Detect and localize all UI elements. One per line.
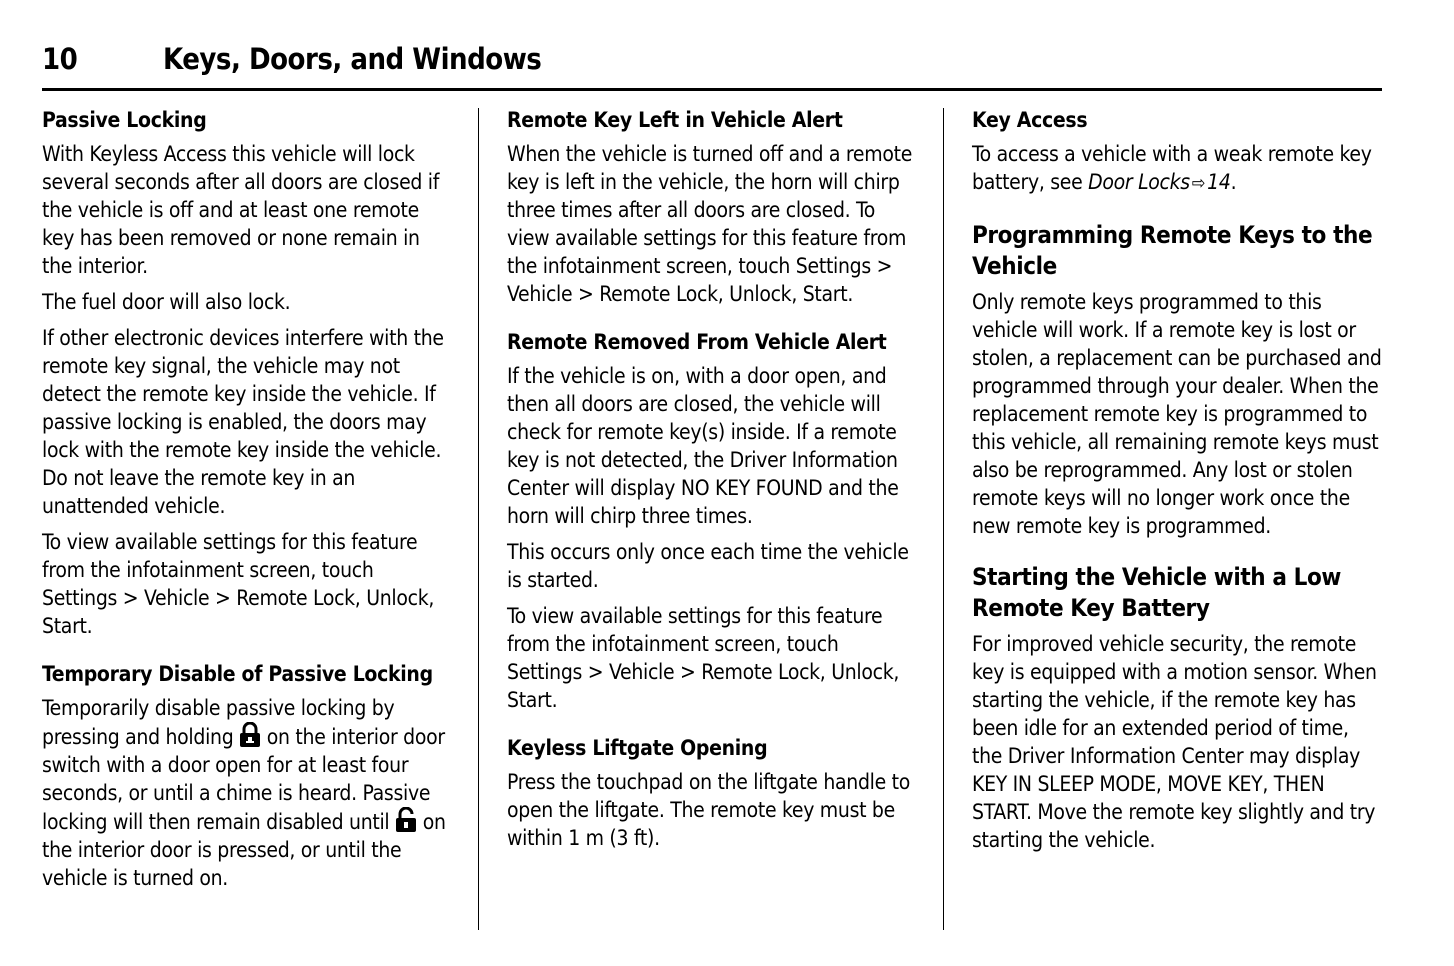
cross-reference-link[interactable] — [1088, 170, 1230, 194]
xref-title: Door Locks — [1088, 170, 1190, 194]
paragraph: Press the touchpad on the liftgate handle to open the liftgate. The remote key must be within 1 m (3 ft). — [507, 770, 910, 850]
section-heading-liftgate: Keyless Liftgate Opening — [507, 736, 768, 760]
section-heading-temporary-disable: Temporary Disable of Passive Locking — [42, 662, 433, 686]
page-reference-arrow-icon: ⇨ — [1191, 173, 1206, 194]
paragraph: For improved vehicle security, the remote key is equipped with a motion sensor. When starting the vehicle, if the remote key has been idle for an extended period of time, the Driver Information Center may display KEY IN SLEEP MODE, MOVE KEY, THEN START. Move the remote key slightly and try starting the vehicle. — [972, 632, 1377, 852]
section-heading-key-access: Key Access — [972, 108, 1088, 132]
page-number: 10 — [42, 42, 78, 76]
paragraph: To view available settings for this feature from the infotainment screen, touch Settings > Vehicle > Remote Lock, Unlock, Start. — [507, 604, 900, 712]
column-2 — [507, 106, 919, 860]
paragraph-temporary-disable — [42, 694, 454, 892]
section-heading-left-alert: Remote Key Left in Vehicle Alert — [507, 108, 843, 132]
text-run: To access a vehicle with a weak remote key battery, see — [972, 142, 1372, 194]
lock-closed-icon — [239, 722, 261, 748]
text-run: . — [1230, 170, 1237, 194]
paragraph: Only remote keys programmed to this vehicle will work. If a remote key is lost or stolen, a replacement can be purchased and programmed through your dealer. When the replacement remote key is programmed to this vehicle, all remaining remote keys must also be reprogrammed. Any lost or stolen remote keys will no longer work once the new remote key is programmed. — [972, 290, 1382, 538]
text-run: on the interior door switch with a door open for at least four seconds, or until a chime is heard. Passive locking will then remain disabled until — [42, 725, 445, 834]
paragraph: If other electronic devices interfere with the remote key signal, the vehicle may not detect the remote key inside the vehicle. If passive locking is enabled, the doors may lock with the remote key inside the vehicle. Do not leave the remote key in an unattended vehicle. — [42, 326, 444, 518]
chapter-title: Keys, Doors, and Windows — [163, 42, 542, 76]
paragraph: The fuel door will also lock. — [42, 290, 291, 314]
section-heading-low-battery: Starting the Vehicle with a Low Remote Key Battery — [972, 563, 1341, 622]
lock-open-icon — [395, 807, 417, 833]
page-header — [42, 40, 1382, 91]
text-run: Temporarily disable passive locking by pressing and holding — [42, 696, 395, 749]
column-divider — [943, 108, 944, 930]
column-3 — [972, 106, 1384, 862]
section-heading-removed-alert: Remote Removed From Vehicle Alert — [507, 330, 887, 354]
xref-page: 14 — [1207, 170, 1231, 194]
paragraph: This occurs only once each time the vehicle is started. — [507, 540, 909, 592]
paragraph: If the vehicle is on, with a door open, and then all doors are closed, the vehicle will check for remote key(s) inside. If a remote key is not detected, the Driver Information Center will display NO KEY FOUND and the horn will chirp three times. — [507, 364, 899, 528]
section-heading-passive-locking: Passive Locking — [42, 108, 207, 132]
paragraph: When the vehicle is turned off and a remote key is left in the vehicle, the horn will chirp three times after all doors are closed. To view available settings for this feature from the infotainment screen, touch Settings > Vehicle > Remote Lock, Unlock, Start. — [507, 142, 913, 306]
paragraph-key-access — [972, 140, 1384, 198]
text-run: on the interior door is pressed, or until the vehicle is turned on. — [42, 810, 446, 890]
column-divider — [478, 108, 479, 930]
paragraph: With Keyless Access this vehicle will lock several seconds after all doors are closed if the vehicle is off and at least one remote key has been removed or none remain in the interior. — [42, 142, 440, 278]
paragraph: To view available settings for this feature from the infotainment screen, touch Settings > Vehicle > Remote Lock, Unlock, Start. — [42, 530, 435, 638]
section-heading-programming: Programming Remote Keys to the Vehicle — [972, 221, 1373, 280]
column-1 — [42, 106, 454, 900]
